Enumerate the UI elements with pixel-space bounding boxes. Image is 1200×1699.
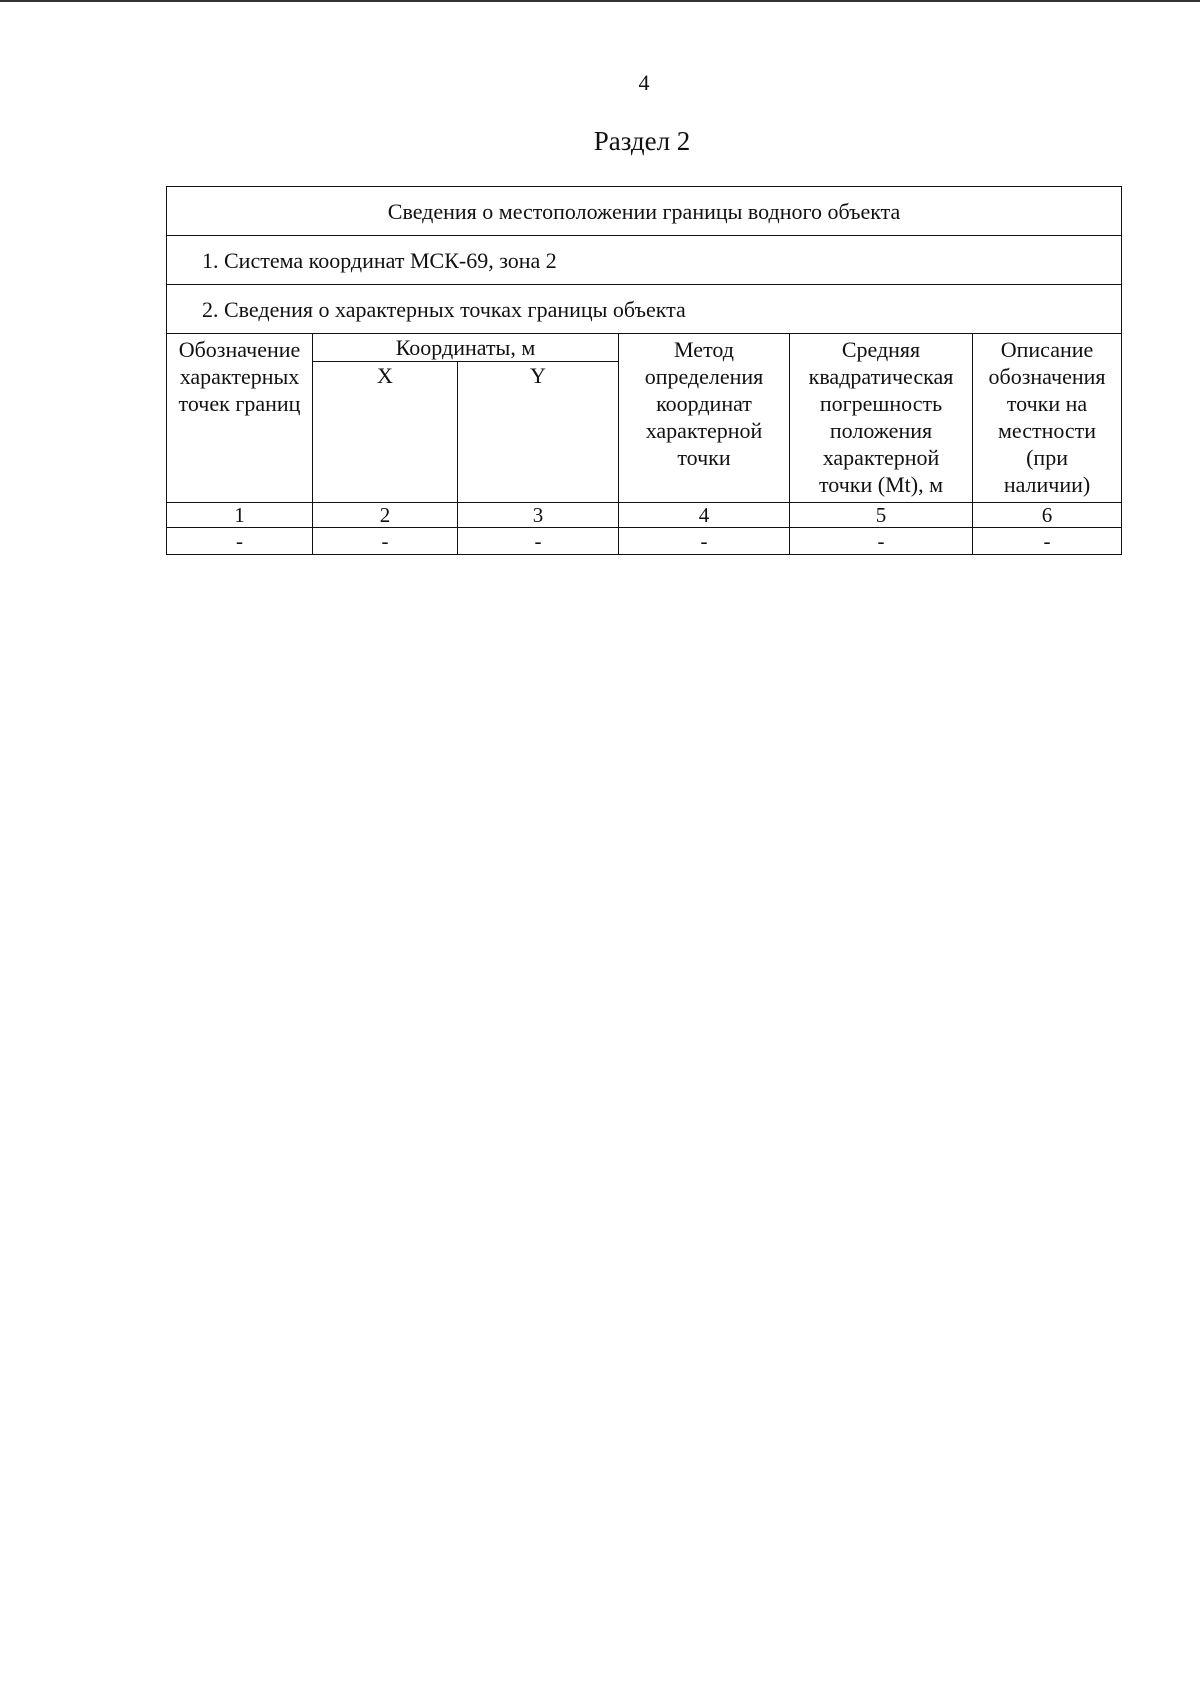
header-method: Метод определения координат характерной точки [619,334,790,503]
table-title: Сведения о местоположении границы водного объекта [167,187,1122,236]
page-number: 4 [638,70,650,95]
header-error: Средняя квадратическая погрешность положения характерной точки (Mt), м [790,334,973,503]
cell-x: - [313,528,458,555]
cell-method: - [619,528,790,555]
cell-designation: - [167,528,313,555]
header-x: X [313,362,458,503]
column-number: 5 [790,503,973,528]
coordinate-system: 1. Система координат МСК-69, зона 2 [167,236,1122,285]
column-number: 4 [619,503,790,528]
table-row [167,528,1122,555]
column-number: 2 [313,503,458,528]
column-number: 1 [167,503,313,528]
cell-description: - [973,528,1122,555]
boundary-points-table [166,186,1122,555]
header-coordinates: Координаты, м [313,334,619,362]
table-title-row [167,187,1122,236]
header-description: Описание обозначения точки на местности (при наличии) [973,334,1122,503]
points-heading-row [167,285,1122,334]
points-heading: 2. Сведения о характерных точках границы объекта [167,285,1122,334]
column-number: 6 [973,503,1122,528]
section-title: Раздел 2 [593,126,691,156]
cell-error: - [790,528,973,555]
column-number-row [167,503,1122,528]
header-y: Y [458,362,619,503]
cell-y: - [458,528,619,555]
page-top-edge [0,0,1200,2]
header-designation: Обозначение характерных точек границ [167,334,313,503]
header-row [167,334,1122,362]
column-number: 3 [458,503,619,528]
coordinate-system-row [167,236,1122,285]
